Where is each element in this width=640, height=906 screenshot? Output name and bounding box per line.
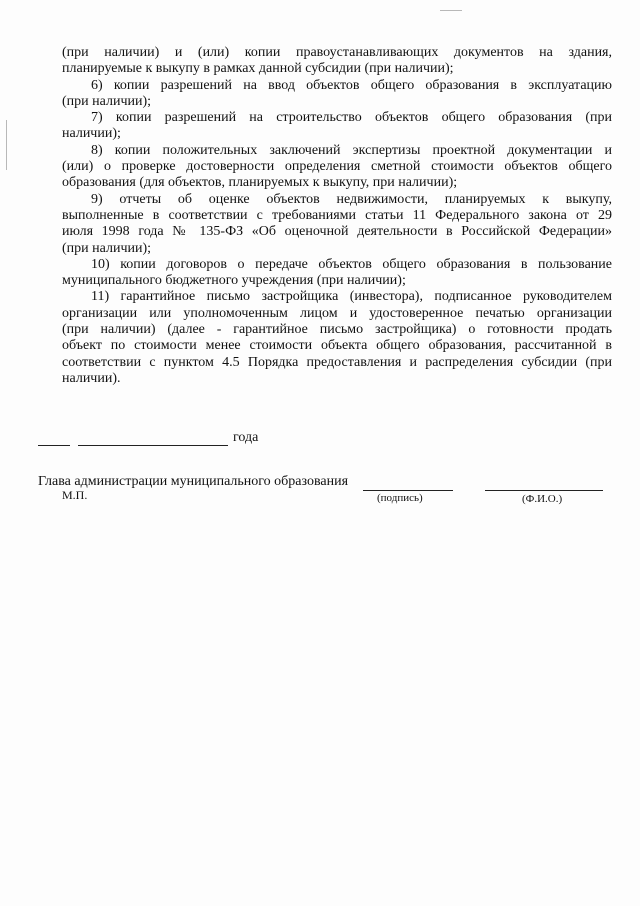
text-line: 10) копии договоров о передаче объектов общего образования в пользование <box>91 256 612 272</box>
text-line: наличии); <box>62 126 121 142</box>
text-line: (или) о проверке достоверности определения сметной стоимости объектов общего <box>62 159 612 175</box>
text-line: 11) гарантийное письмо застройщика (инвестора), подписанное руководителем <box>91 289 612 305</box>
date-month-blank <box>78 431 228 446</box>
text-line: 7) копии разрешений на строительство объектов общего образования (при <box>91 110 612 126</box>
text-line: организации или уполномоченным лицом и удостоверенное печатью организации <box>62 305 612 321</box>
text-line: объект по стоимости менее стоимости объекта общего образования, рассчитанной в <box>62 338 612 354</box>
text-line: выполненные в соответствии с требованиями статьи 11 Федерального закона от 29 <box>62 207 612 223</box>
name-caption: (Ф.И.О.) <box>522 493 563 505</box>
stamp-label: М.П. <box>62 488 88 502</box>
text-line: (при наличии) и (или) копии правоустанавливающих документов на здания, <box>62 45 612 60</box>
text-line: планируемые к выкупу в рамках данной субсидии (при наличии); <box>62 61 454 77</box>
text-line: образования (для объектов, планируемых к выкупу, при наличии); <box>62 175 458 191</box>
date-suffix: года <box>233 430 259 445</box>
text-line: 6) копии разрешений на ввод объектов общего образования в эксплуатацию <box>91 77 612 93</box>
text-line: 9) отчеты об оценке объектов недвижимости, планируемых к выкупу, <box>91 191 612 207</box>
paragraph-item-7 <box>62 110 612 143</box>
text-line: (при наличии); <box>62 240 152 256</box>
paragraph-item-11 <box>62 289 612 387</box>
text-line: (при наличии); <box>62 93 152 109</box>
scan-mark-left <box>6 120 7 170</box>
paragraph-item-9 <box>62 192 612 257</box>
name-blank <box>485 490 603 491</box>
text-line: наличии). <box>62 370 121 386</box>
signature-caption: (подпись) <box>377 492 423 504</box>
text-line: (при наличии) (далее - гарантийное письмо застройщика) о готовности продать <box>62 322 612 338</box>
text-line: муниципального бюджетного учреждения (при наличии); <box>62 273 406 289</box>
paragraph-continuation <box>62 45 612 78</box>
body-text <box>62 45 612 387</box>
head-label: Глава администрации муниципального образования <box>38 474 349 489</box>
date-day-blank <box>38 431 70 446</box>
scan-mark-top <box>440 10 462 11</box>
date-field <box>38 430 258 446</box>
text-line: июля 1998 года № 135-ФЗ «Об оценочной деятельности в Российской Федерации» <box>62 224 612 240</box>
signature-blank <box>363 490 453 491</box>
paragraph-item-8 <box>62 143 612 192</box>
text-line: соответствии с пунктом 4.5 Порядка предоставления и распределения субсидии (при <box>62 354 612 370</box>
text-line: 8) копии положительных заключений экспертизы проектной документации и <box>91 142 612 158</box>
paragraph-item-6 <box>62 78 612 111</box>
paragraph-item-10 <box>62 257 612 290</box>
